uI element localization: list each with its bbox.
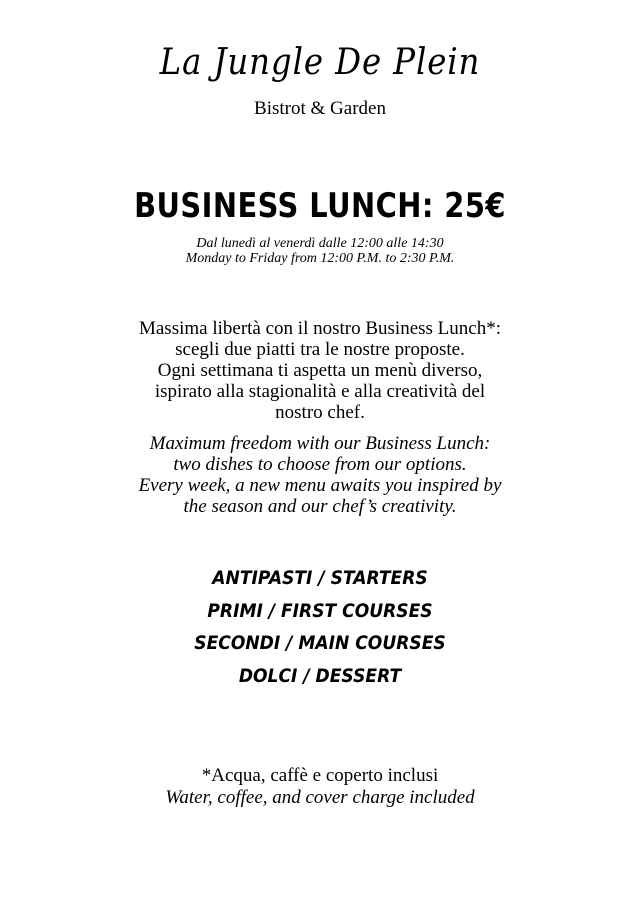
description-line: scegli due piatti tra le nostre proposte.	[175, 339, 465, 360]
course-item: SECONDI / MAIN COURSES	[194, 632, 446, 654]
description-line: nostro chef.	[275, 402, 365, 423]
description-line: Every week, a new menu awaits you inspired by	[138, 475, 502, 496]
description-line: Maximum freedom with our Business Lunch:	[149, 433, 491, 454]
hours-it: Dal lunedì al venerdì dalle 12:00 alle 14:30	[196, 236, 444, 251]
description-line: Ogni settimana ti aspetta un menù diverso,	[157, 360, 483, 381]
description-italian	[0, 318, 640, 423]
course-item: PRIMI / FIRST COURSES	[207, 599, 433, 622]
description-line: two dishes to choose from our options.	[173, 454, 467, 475]
description-line: ispirato alla stagionalità e alla creatività del	[154, 381, 486, 402]
description-english	[0, 433, 640, 517]
course-item: DOLCI / DESSERT	[238, 664, 402, 687]
restaurant-logo: La Jungle De Plein	[159, 42, 481, 83]
hours	[0, 236, 640, 266]
hours-en: Monday to Friday from 12:00 P.M. to 2:30 P.M.	[185, 251, 455, 266]
description-line: Massima libertà con il nostro Business Lunch*:	[138, 318, 501, 339]
restaurant-subtitle: Bistrot & Garden	[254, 98, 386, 119]
footnote	[0, 765, 640, 809]
course-list	[32, 562, 608, 692]
footnote-en: Water, coffee, and cover charge included	[165, 787, 475, 808]
description-line: the season and our chef’s creativity.	[183, 496, 457, 517]
footnote-it: *Acqua, caffè e coperto inclusi	[201, 765, 439, 786]
page-title: BUSINESS LUNCH: 25€	[134, 186, 506, 226]
course-item: ANTIPASTI / STARTERS	[212, 567, 428, 589]
